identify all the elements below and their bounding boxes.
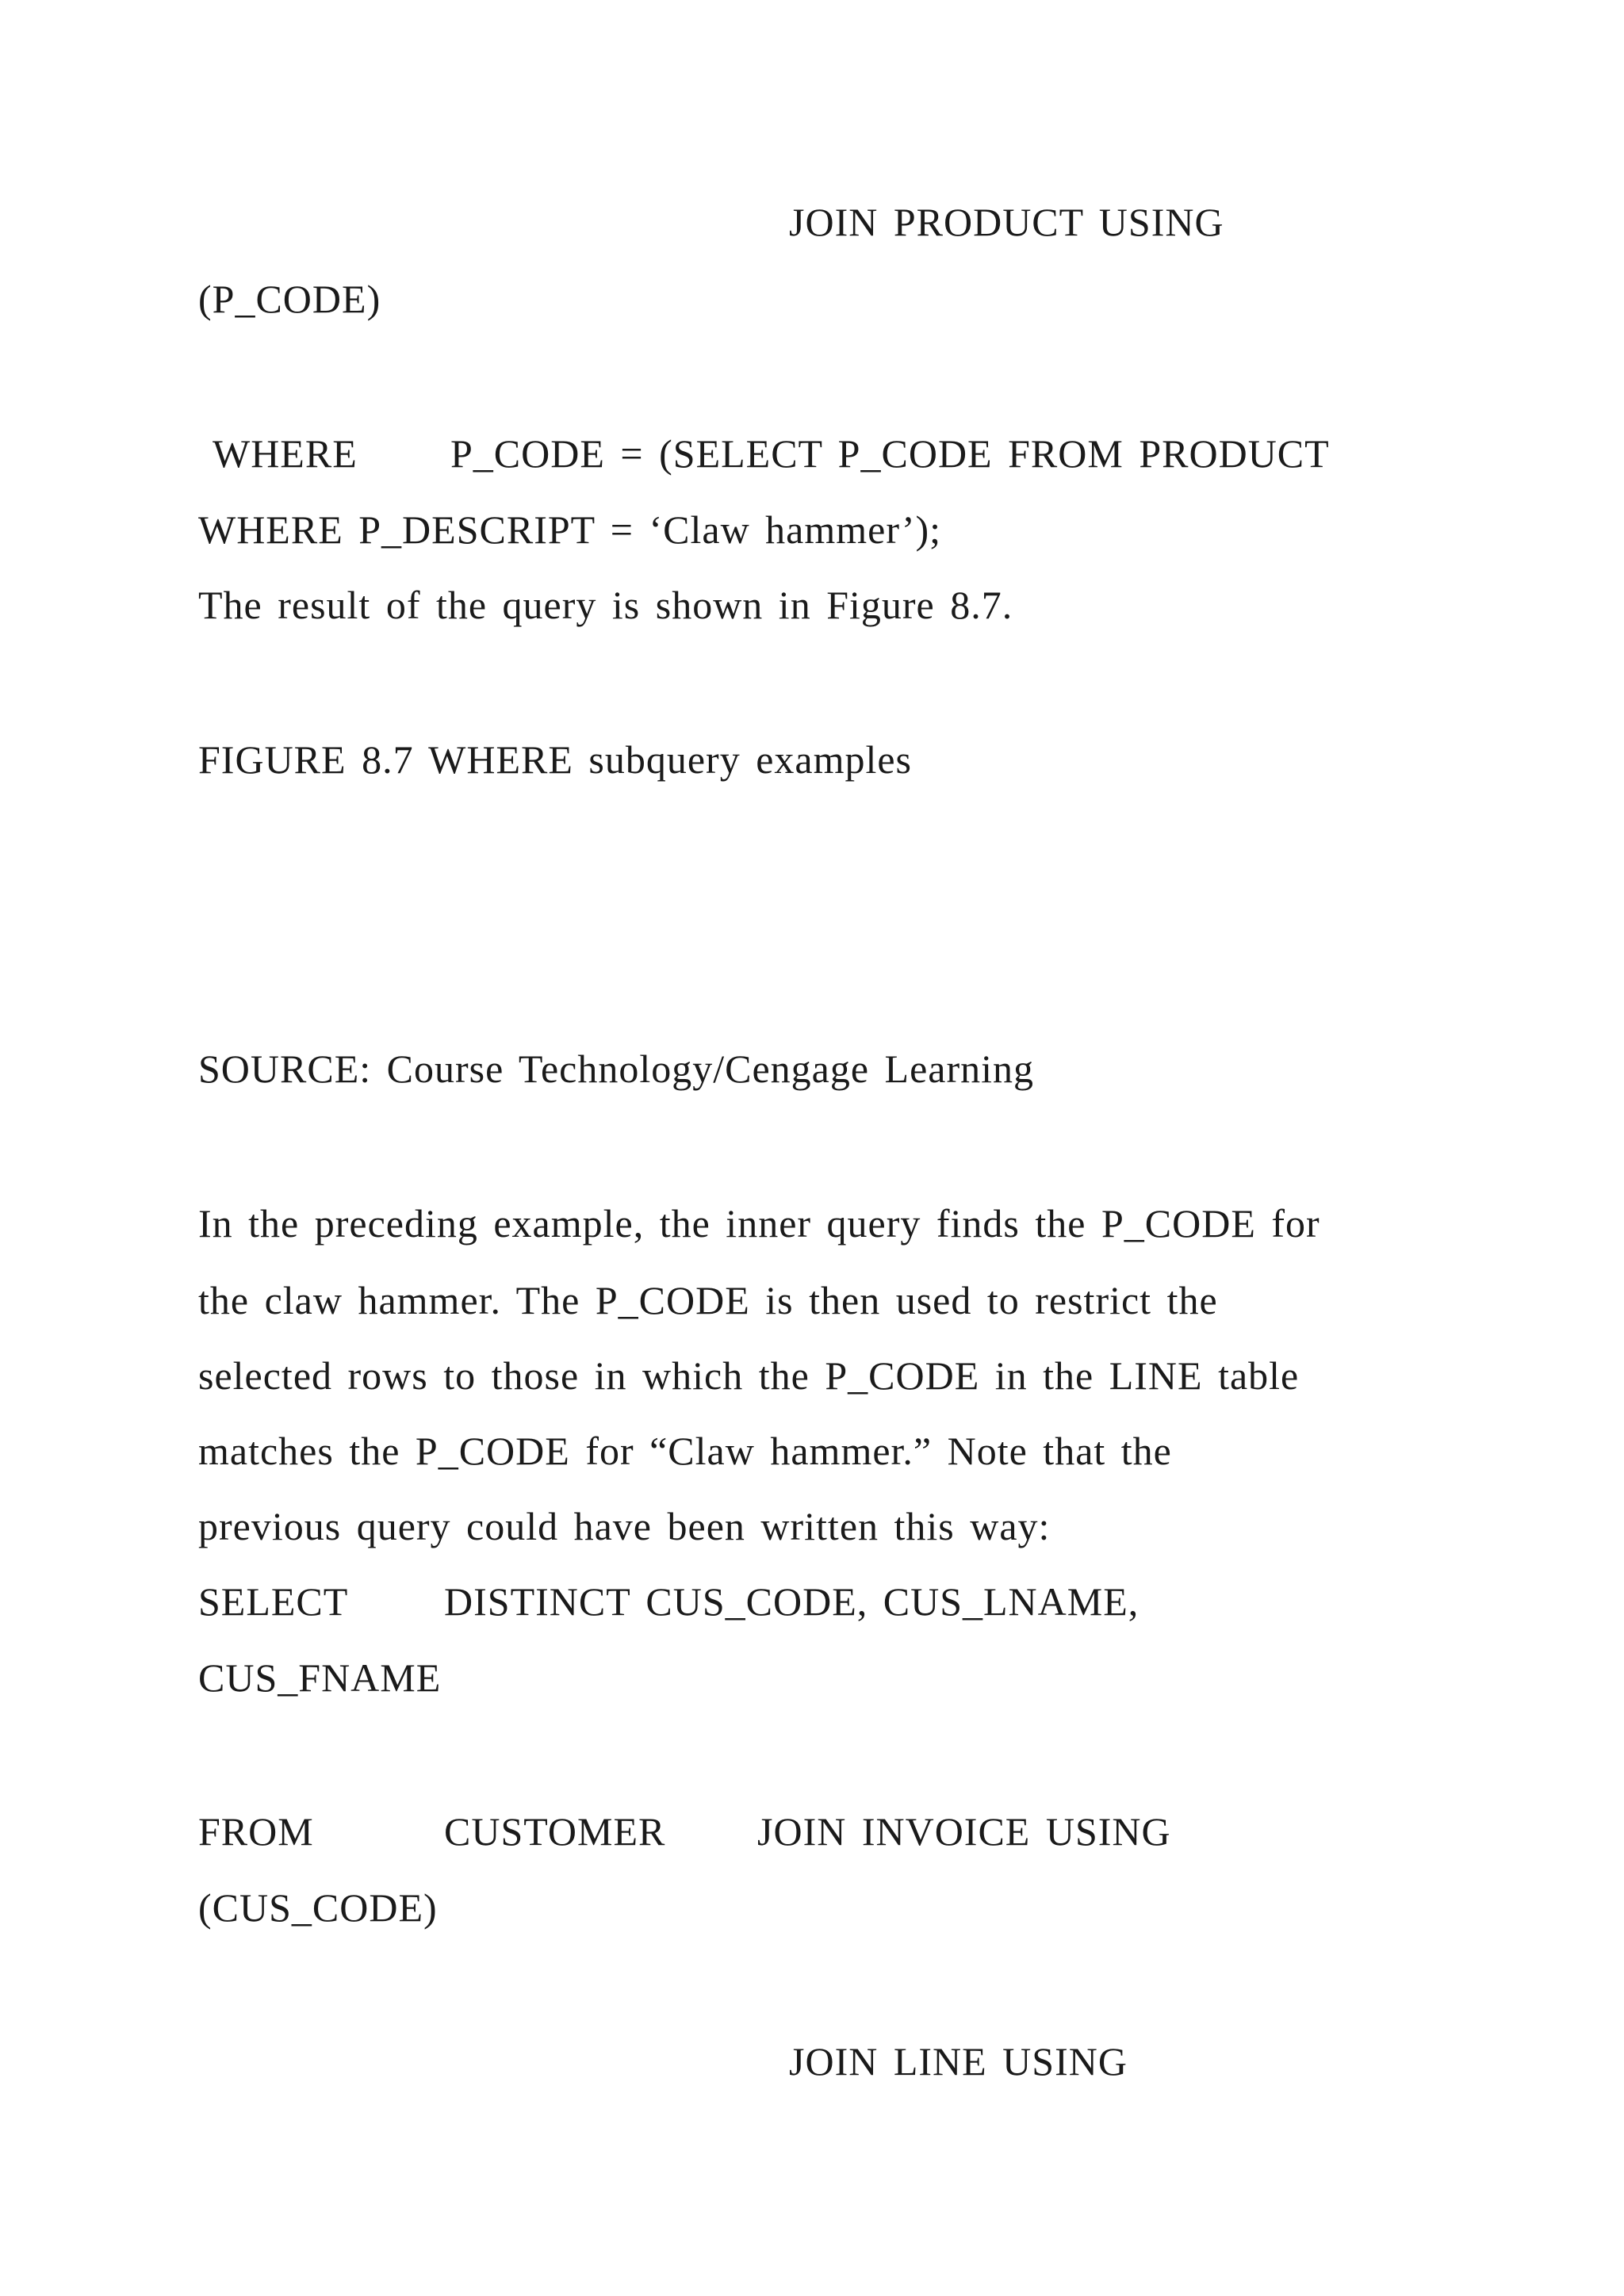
sql-where-keyword: WHERE xyxy=(213,431,358,476)
sql-select-columns-cont: CUS_FNAME xyxy=(198,1655,442,1700)
sql-from-table: CUSTOMER xyxy=(444,1809,666,1854)
sql-join-product-line: JOIN PRODUCT USING xyxy=(789,200,1224,244)
figure-caption: FIGURE 8.7 WHERE subquery examples xyxy=(198,737,913,782)
figure-source: SOURCE: Course Technology/Cengage Learning xyxy=(198,1047,1035,1091)
body-text-result: The result of the query is shown in Figure 8.7. xyxy=(198,583,1013,627)
sql-join-line: JOIN LINE USING xyxy=(789,2039,1128,2084)
sql-from-keyword: FROM xyxy=(198,1809,314,1854)
body-paragraph-line: matches the P_CODE for “Claw hammer.” Note that the xyxy=(198,1429,1172,1473)
sql-p-code-using: (P_CODE) xyxy=(198,277,381,321)
sql-where-descript: WHERE P_DESCRIPT = ‘Claw hammer’); xyxy=(198,507,942,552)
body-paragraph-line: previous query could have been written this way: xyxy=(198,1504,1051,1548)
sql-join-invoice: JOIN INVOICE USING xyxy=(757,1809,1171,1854)
sql-select-keyword: SELECT xyxy=(198,1579,349,1624)
body-paragraph-line: In the preceding example, the inner query finds the P_CODE for xyxy=(198,1201,1320,1246)
body-paragraph-line: the claw hammer. The P_CODE is then used to restrict the xyxy=(198,1278,1218,1322)
sql-cus-code-using: (CUS_CODE) xyxy=(198,1885,438,1930)
sql-where-condition: P_CODE = (SELECT P_CODE FROM PRODUCT xyxy=(450,431,1330,476)
body-paragraph-line: selected rows to those in which the P_CODE in the LINE table xyxy=(198,1353,1300,1398)
sql-select-columns: DISTINCT CUS_CODE, CUS_LNAME, xyxy=(444,1579,1139,1624)
